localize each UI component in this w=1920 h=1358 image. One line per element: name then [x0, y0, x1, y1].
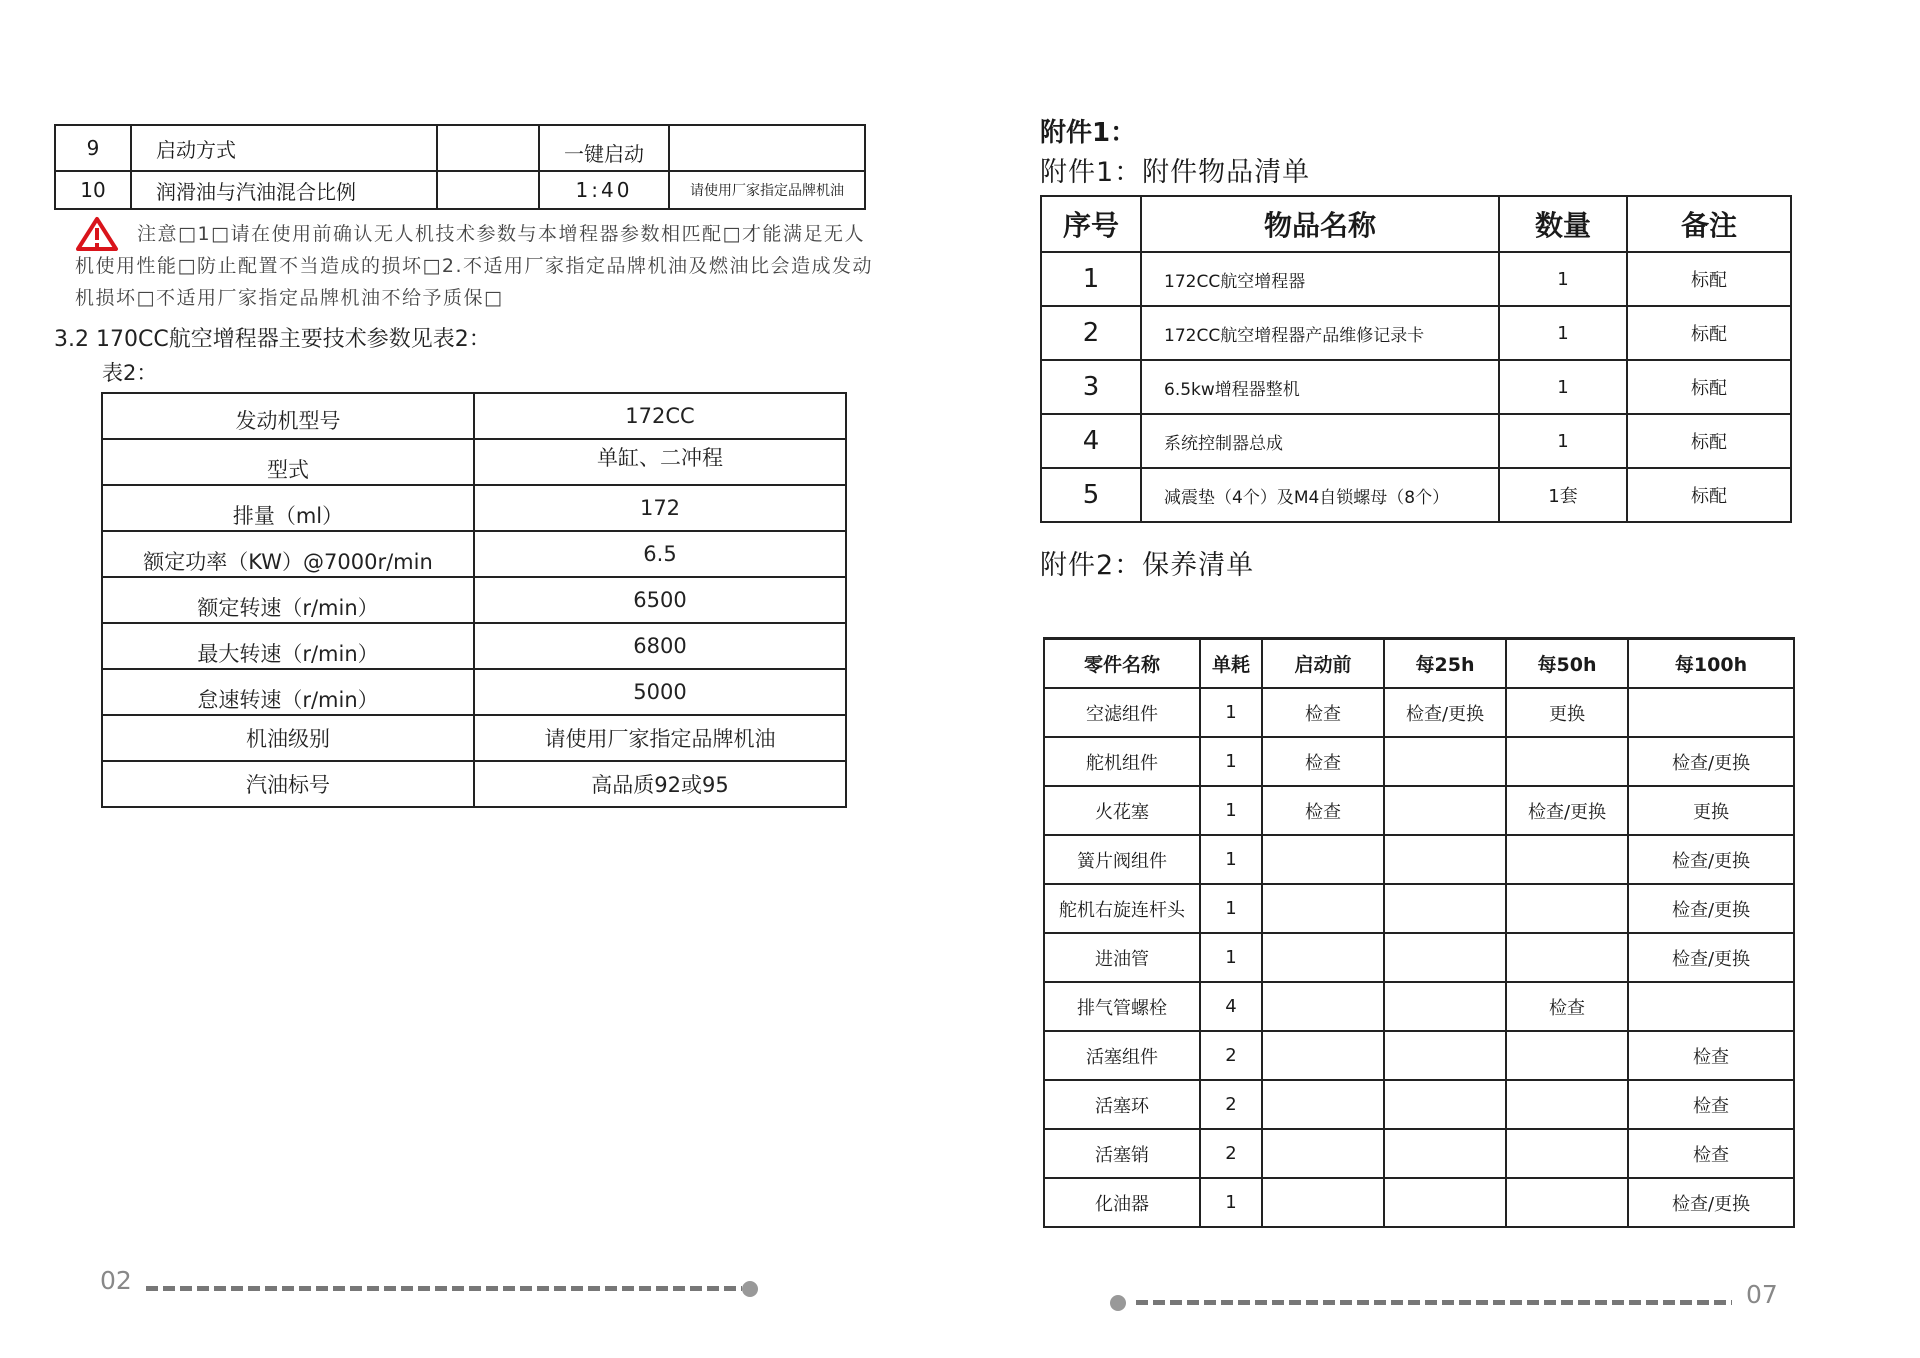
attachment-items-table: [1040, 195, 1792, 523]
table-row: [102, 623, 846, 669]
every-25h: 检查/更换: [1384, 688, 1506, 737]
every-100h: 检查/更换: [1628, 737, 1794, 786]
attachment-heading: 附件1：: [1040, 118, 1137, 148]
table-row: [1041, 306, 1791, 360]
param-value: 一键启动: [539, 125, 669, 171]
item-note: 标配: [1627, 252, 1791, 306]
table-row: [1041, 252, 1791, 306]
every-100h: 检查/更换: [1628, 933, 1794, 982]
spec-value: 6800: [474, 623, 846, 669]
table-row: [1044, 1031, 1794, 1080]
table-row: [1044, 835, 1794, 884]
header-cell: 序号: [1041, 196, 1141, 252]
every-100h: 检查/更换: [1628, 884, 1794, 933]
part-usage: 2: [1200, 1129, 1262, 1178]
spec-key: 最大转速（r/min）: [102, 623, 474, 669]
table-row: [1044, 1129, 1794, 1178]
warning-notice: [75, 218, 883, 314]
part-name: 进油管: [1044, 933, 1200, 982]
every-100h: 检查: [1628, 1031, 1794, 1080]
spec-key: 额定功率（KW）@7000r/min: [102, 531, 474, 577]
item-qty: 1套: [1499, 468, 1627, 522]
item-qty: 1: [1499, 360, 1627, 414]
param-name: 润滑油与汽油混合比例: [131, 171, 437, 209]
every-25h: [1384, 737, 1506, 786]
every-100h: 检查/更换: [1628, 835, 1794, 884]
every-50h: 检查: [1506, 982, 1628, 1031]
part-usage: 1: [1200, 786, 1262, 835]
every-50h: 检查/更换: [1506, 786, 1628, 835]
every-50h: 更换: [1506, 688, 1628, 737]
item-name: 172CC航空增程器: [1141, 252, 1499, 306]
every-50h: [1506, 1129, 1628, 1178]
every-100h: 更换: [1628, 786, 1794, 835]
part-name: 排气管螺栓: [1044, 982, 1200, 1031]
before-start: [1262, 933, 1384, 982]
item-qty: 1: [1499, 414, 1627, 468]
table-row: [1044, 982, 1794, 1031]
item-name: 系统控制器总成: [1141, 414, 1499, 468]
table-row: [102, 761, 846, 807]
header-cell: 启动前: [1262, 639, 1384, 689]
every-50h: [1506, 737, 1628, 786]
table-row: [102, 531, 846, 577]
table-row: [102, 669, 846, 715]
item-note: 标配: [1627, 360, 1791, 414]
table-row: [102, 393, 846, 439]
every-100h: [1628, 688, 1794, 737]
spec-key: 排量（ml）: [102, 485, 474, 531]
attachment1-title: 附件1：附件物品清单: [1040, 157, 1311, 188]
spec-key: 机油级别: [102, 715, 474, 761]
spec-value: 请使用厂家指定品牌机油: [474, 715, 846, 761]
spec-value: 6.5: [474, 531, 846, 577]
every-25h: [1384, 933, 1506, 982]
every-25h: [1384, 884, 1506, 933]
part-usage: 1: [1200, 884, 1262, 933]
table-header-row: [1044, 639, 1794, 689]
every-50h: [1506, 1178, 1628, 1227]
spec-key: 怠速转速（r/min）: [102, 669, 474, 715]
part-name: 化油器: [1044, 1178, 1200, 1227]
param-name: 启动方式: [131, 125, 437, 171]
spec-value: 5000: [474, 669, 846, 715]
every-100h: [1628, 982, 1794, 1031]
table-row: [1041, 468, 1791, 522]
before-start: [1262, 1129, 1384, 1178]
header-cell: 数量: [1499, 196, 1627, 252]
footer-dot-icon: [1110, 1295, 1126, 1311]
part-usage: 1: [1200, 737, 1262, 786]
section-title: 3.2 170CC航空增程器主要技术参数见表2：: [54, 327, 491, 352]
item-name: 172CC航空增程器产品维修记录卡: [1141, 306, 1499, 360]
every-50h: [1506, 835, 1628, 884]
item-no: 3: [1041, 360, 1141, 414]
table-row: [1044, 933, 1794, 982]
header-cell: 备注: [1627, 196, 1791, 252]
part-name: 活塞销: [1044, 1129, 1200, 1178]
part-name: 火花塞: [1044, 786, 1200, 835]
every-25h: [1384, 835, 1506, 884]
every-100h: 检查: [1628, 1129, 1794, 1178]
part-usage: 4: [1200, 982, 1262, 1031]
before-start: 检查: [1262, 786, 1384, 835]
every-50h: [1506, 884, 1628, 933]
part-usage: 1: [1200, 835, 1262, 884]
before-start: [1262, 1080, 1384, 1129]
before-start: [1262, 884, 1384, 933]
every-100h: 检查/更换: [1628, 1178, 1794, 1227]
page-number-left: 02: [100, 1266, 132, 1295]
table-row: [1044, 688, 1794, 737]
part-name: 活塞环: [1044, 1080, 1200, 1129]
item-name: 减震垫（4个）及M4自锁螺母（8个）: [1141, 468, 1499, 522]
spec-value: 高品质92或95: [474, 761, 846, 807]
spec-value: 单缸、二冲程: [474, 439, 846, 485]
every-50h: [1506, 1080, 1628, 1129]
table-row: [1044, 1178, 1794, 1227]
part-usage: 2: [1200, 1080, 1262, 1129]
every-25h: [1384, 786, 1506, 835]
table-row: [1041, 360, 1791, 414]
table-row: [102, 715, 846, 761]
warning-text: 注意□1□请在使用前确认无人机技术参数与本增程器参数相匹配□才能满足无人机使用性能□防止配置不当造成的损坏□2.不适用厂家指定品牌机油及燃油比会造成发动机损坏□不适用厂家指定品牌机油不给予质保□: [75, 223, 874, 309]
every-25h: [1384, 1178, 1506, 1227]
part-name: 空滤组件: [1044, 688, 1200, 737]
spec-value: 172CC: [474, 393, 846, 439]
row-number: 9: [55, 125, 131, 171]
spec-key: 汽油标号: [102, 761, 474, 807]
footer-dash-line: [1136, 1300, 1732, 1305]
every-50h: [1506, 933, 1628, 982]
item-note: 标配: [1627, 468, 1791, 522]
item-no: 1: [1041, 252, 1141, 306]
table-row: [1044, 884, 1794, 933]
warning-triangle-icon: [75, 216, 119, 252]
spec-table: [101, 392, 847, 808]
before-start: [1262, 835, 1384, 884]
part-usage: 1: [1200, 1178, 1262, 1227]
footer-dash-line: [146, 1286, 742, 1291]
param-col3: [437, 171, 539, 209]
table-row: [55, 171, 865, 209]
maintenance-table: [1043, 637, 1795, 1228]
header-cell: 每25h: [1384, 639, 1506, 689]
part-usage: 1: [1200, 688, 1262, 737]
item-qty: 1: [1499, 306, 1627, 360]
attachment2-title: 附件2：保养清单: [1040, 550, 1255, 581]
table-row: [1044, 786, 1794, 835]
every-100h: 检查: [1628, 1080, 1794, 1129]
header-cell: 物品名称: [1141, 196, 1499, 252]
part-usage: 2: [1200, 1031, 1262, 1080]
footer-dot-icon: [742, 1281, 758, 1297]
param-value: 1:40: [539, 171, 669, 209]
spec-value: 172: [474, 485, 846, 531]
spec-key: 型式: [102, 439, 474, 485]
item-note: 标配: [1627, 414, 1791, 468]
before-start: [1262, 1178, 1384, 1227]
part-name: 簧片阀组件: [1044, 835, 1200, 884]
table-row: [102, 439, 846, 485]
every-50h: [1506, 1031, 1628, 1080]
table-row: [1044, 1080, 1794, 1129]
item-name: 6.5kw增程器整机: [1141, 360, 1499, 414]
before-start: 检查: [1262, 688, 1384, 737]
item-no: 2: [1041, 306, 1141, 360]
item-no: 4: [1041, 414, 1141, 468]
spec-key: 额定转速（r/min）: [102, 577, 474, 623]
row-number: 10: [55, 171, 131, 209]
param-note: [669, 125, 865, 171]
part-usage: 1: [1200, 933, 1262, 982]
param-note: 请使用厂家指定品牌机油: [669, 171, 865, 209]
header-cell: 每100h: [1628, 639, 1794, 689]
item-no: 5: [1041, 468, 1141, 522]
page-number-right: 07: [1746, 1280, 1778, 1309]
spec-key: 发动机型号: [102, 393, 474, 439]
table-row: [102, 485, 846, 531]
table-label: 表2：: [102, 361, 158, 385]
header-cell: 零件名称: [1044, 639, 1200, 689]
spec-value: 6500: [474, 577, 846, 623]
item-qty: 1: [1499, 252, 1627, 306]
table-row: [55, 125, 865, 171]
part-name: 活塞组件: [1044, 1031, 1200, 1080]
part-name: 舵机组件: [1044, 737, 1200, 786]
table-row: [1044, 737, 1794, 786]
every-25h: [1384, 1031, 1506, 1080]
before-start: 检查: [1262, 737, 1384, 786]
before-start: [1262, 1031, 1384, 1080]
every-25h: [1384, 1080, 1506, 1129]
table-row: [1041, 414, 1791, 468]
before-start: [1262, 982, 1384, 1031]
every-25h: [1384, 982, 1506, 1031]
part-name: 舵机右旋连杆头: [1044, 884, 1200, 933]
header-cell: 单耗: [1200, 639, 1262, 689]
item-note: 标配: [1627, 306, 1791, 360]
table-header-row: [1041, 196, 1791, 252]
header-cell: 每50h: [1506, 639, 1628, 689]
engine-param-table-continued: [54, 124, 866, 210]
every-25h: [1384, 1129, 1506, 1178]
table-row: [102, 577, 846, 623]
param-col3: [437, 125, 539, 171]
